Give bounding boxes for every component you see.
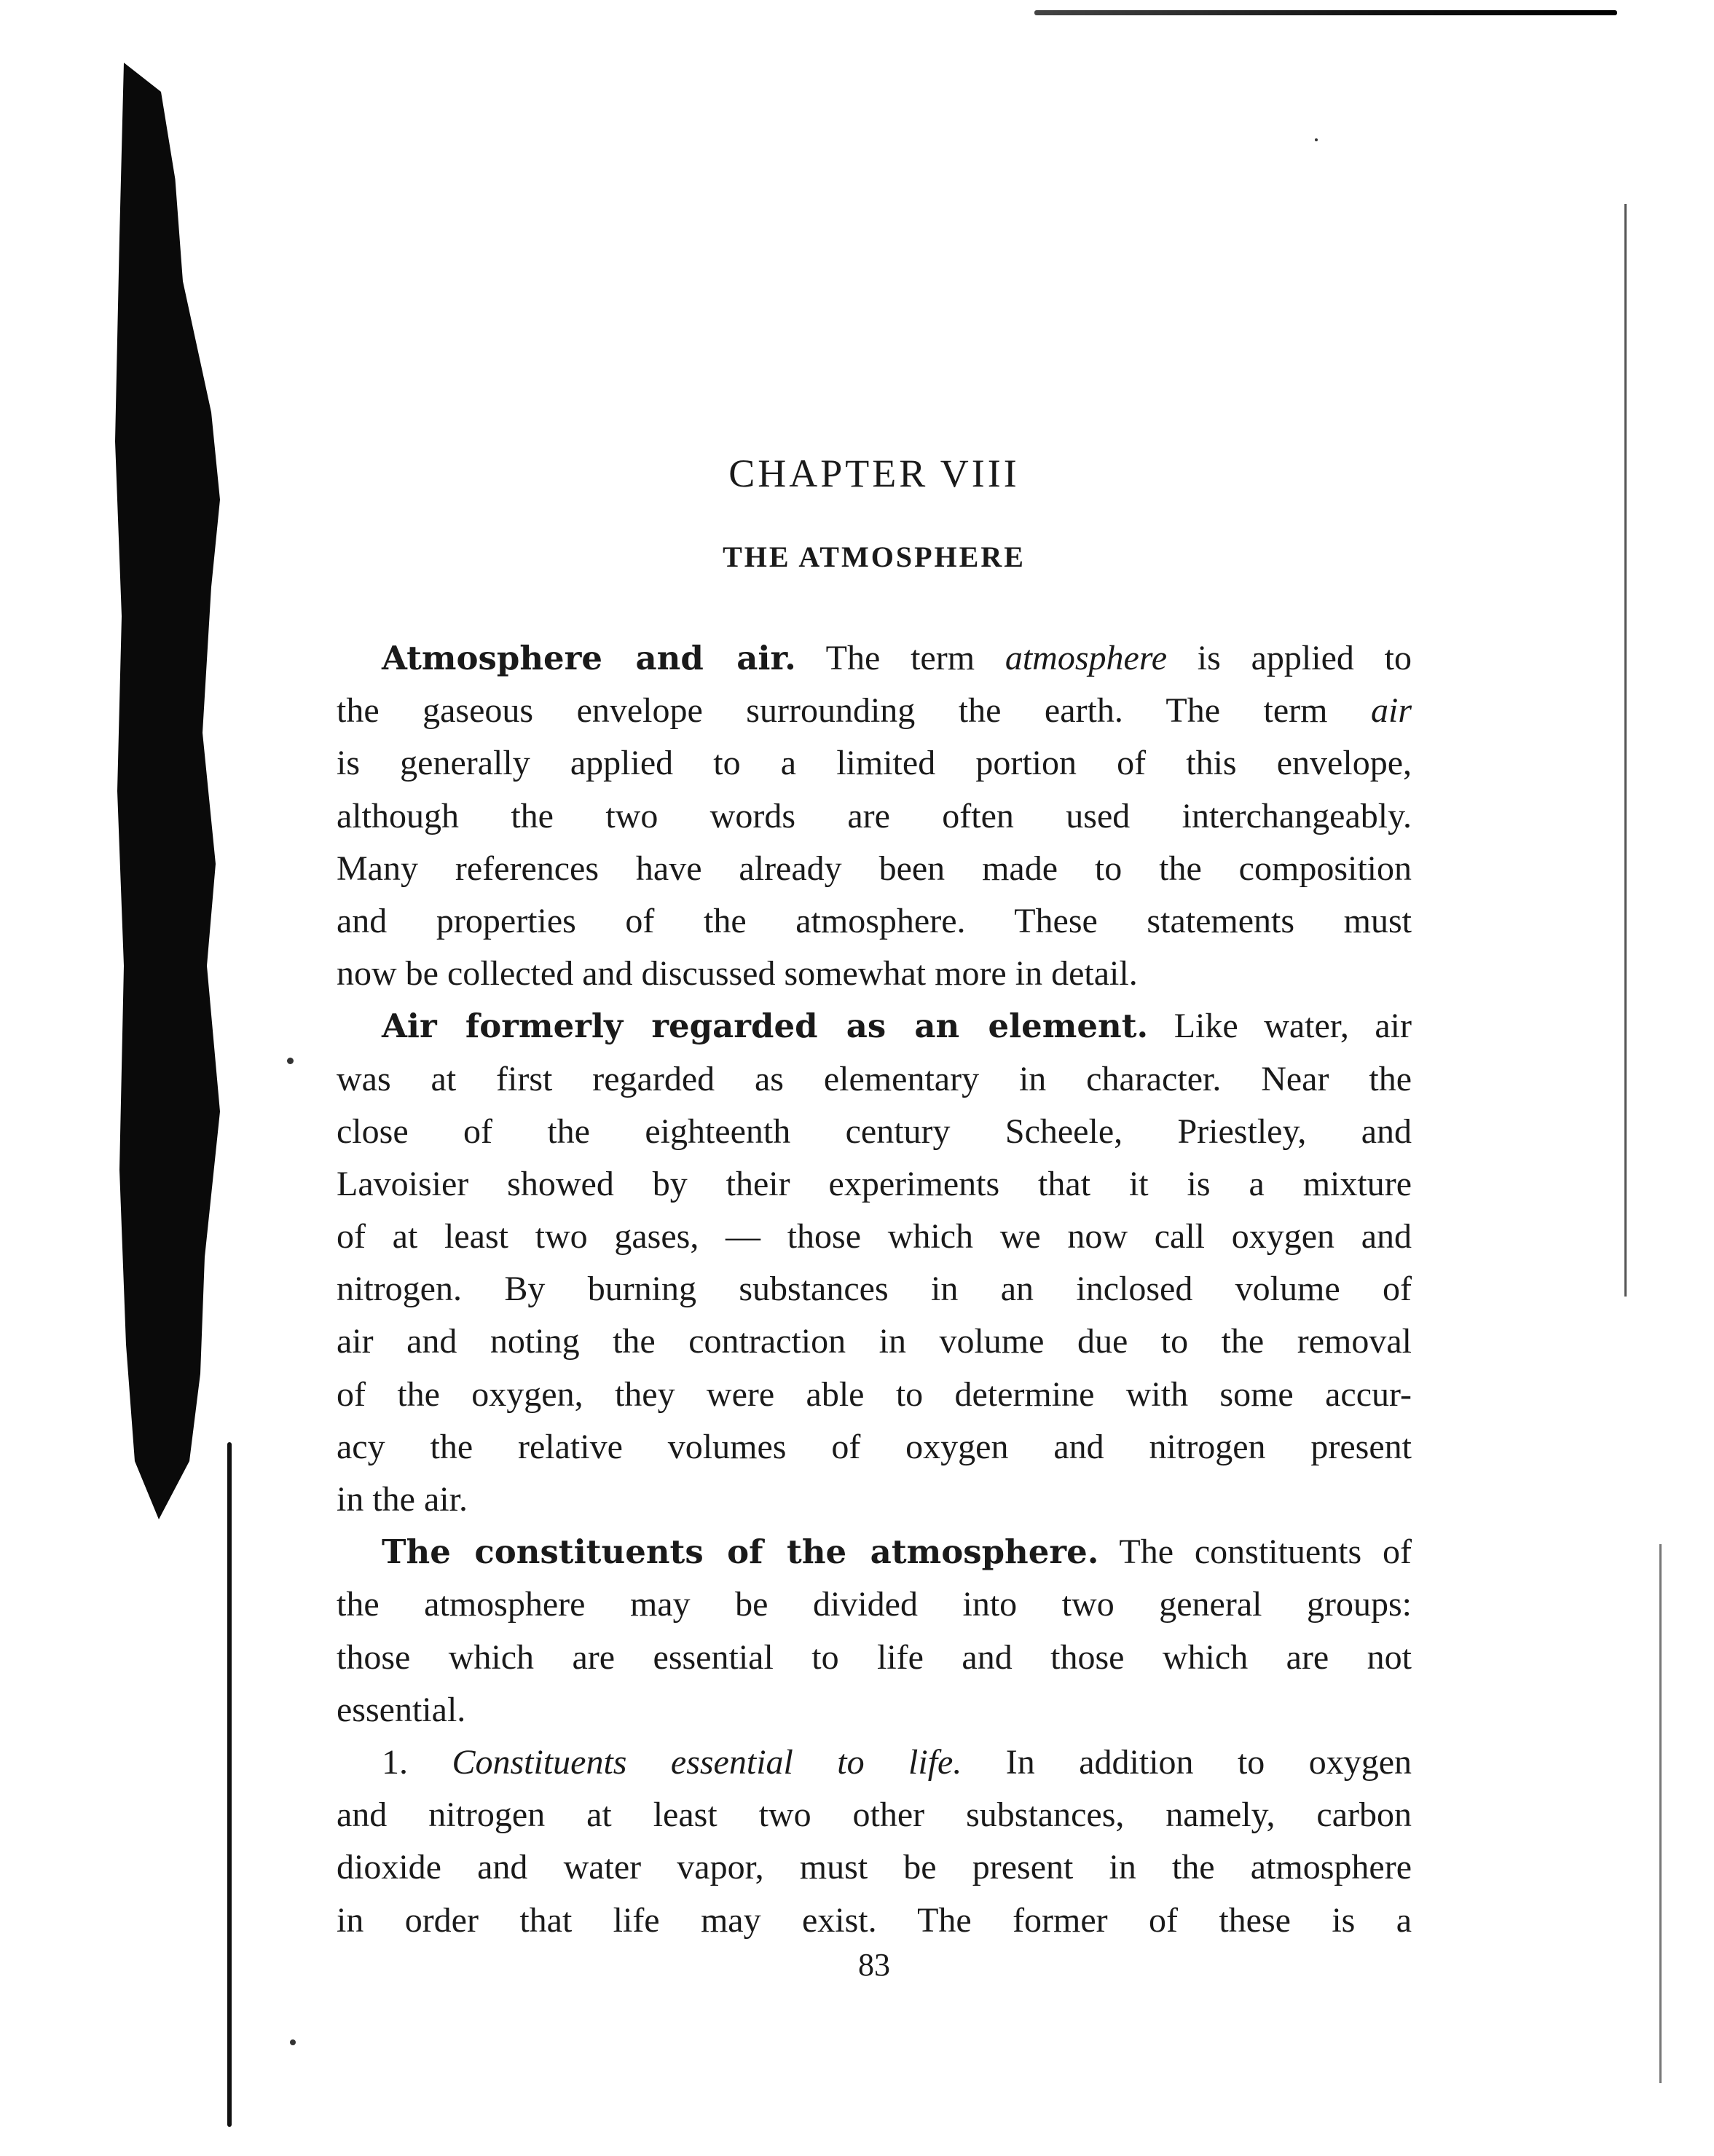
text-line: dioxide and water vapor, must be present in the atmosphere: [337, 1848, 1412, 1887]
text-line: in the air.: [337, 1480, 468, 1519]
page-number: 83: [858, 1947, 890, 1983]
binding-shadow: [115, 63, 224, 1519]
paragraph-constituents: [337, 1526, 1412, 1736]
text-fragment: Like water, air: [1148, 1007, 1412, 1046]
text-line: acy the relative volumes of oxygen and nitrogen present: [337, 1427, 1412, 1466]
text-line: air and noting the contraction in volume due to the removal: [337, 1322, 1412, 1361]
text-line: is generally applied to a limited portion of this envelope,: [337, 744, 1412, 783]
page-right-edge-lower: [1659, 1544, 1662, 2083]
text-line: Many references have already been made to the composition: [337, 849, 1412, 888]
paragraph-heading: Air formerly regarded as an element.: [382, 1007, 1149, 1046]
scan-speck: [287, 1058, 294, 1064]
paragraph-heading: Atmosphere and air.: [382, 639, 796, 677]
text-line: [337, 1000, 1412, 1053]
text-fragment: is applied to: [1167, 639, 1412, 677]
text-line: the atmosphere may be divided into two general groups:: [337, 1585, 1412, 1624]
emphasis: air: [1370, 691, 1412, 731]
text-line: in order that life may exist. The former of these is a: [337, 1900, 1412, 1940]
scan-speck: [290, 2039, 296, 2045]
scan-speck: [1315, 138, 1318, 141]
page-right-edge: [1624, 204, 1627, 1297]
text-line: of at least two gases, — those which we now call oxygen and: [337, 1217, 1412, 1256]
text-line: essential.: [337, 1690, 466, 1729]
text-line: and properties of the atmosphere. These statements must: [337, 901, 1412, 940]
text-line: although the two words are often used interchangeably.: [337, 796, 1412, 835]
scan-top-rule: [1034, 10, 1617, 15]
paragraph-essential-constituents: [337, 1736, 1412, 1947]
text-line: Lavoisier showed by their experiments that it is a mixture: [337, 1164, 1412, 1203]
text-line: now be collected and discussed somewhat more in detail.: [337, 954, 1138, 994]
text-fragment: the gaseous envelope surrounding the earth. The term: [337, 691, 1371, 731]
chapter-title: THE ATMOSPHERE: [723, 540, 1026, 573]
paragraph-heading: The constituents of the atmosphere.: [382, 1533, 1099, 1572]
paragraph-air-formerly-element: [337, 1000, 1412, 1526]
text-fragment: In addition to oxygen: [962, 1742, 1412, 1782]
text-line: [337, 1526, 1412, 1578]
text-line: [337, 685, 1412, 737]
book-page: [337, 444, 1412, 1947]
text-line: close of the eighteenth century Scheele, Priestley, and: [337, 1112, 1412, 1151]
emphasis: atmosphere: [1005, 639, 1168, 677]
text-fragment: The term: [795, 639, 1005, 677]
chapter-heading: CHAPTER VIII: [728, 452, 1020, 495]
text-line: and nitrogen at least two other substances, namely, carbon: [337, 1795, 1412, 1835]
text-line: [337, 632, 1412, 685]
text-line: nitrogen. By burning substances in an inclosed volume of: [337, 1270, 1412, 1309]
text-line: was at first regarded as elementary in character. Near the: [337, 1059, 1412, 1098]
paragraph-heading: Constituents essential to life.: [452, 1742, 962, 1782]
binding-edge-line: [227, 1442, 232, 2127]
list-number: 1.: [382, 1742, 452, 1782]
text-line: those which are essential to life and those which are not: [337, 1637, 1412, 1677]
text-line: [337, 1736, 1412, 1789]
text-fragment: The constituents of: [1098, 1533, 1412, 1572]
text-line: of the oxygen, they were able to determine with some accur-: [337, 1374, 1412, 1414]
body-text: [337, 632, 1412, 1947]
paragraph-atmosphere-and-air: [337, 632, 1412, 1000]
